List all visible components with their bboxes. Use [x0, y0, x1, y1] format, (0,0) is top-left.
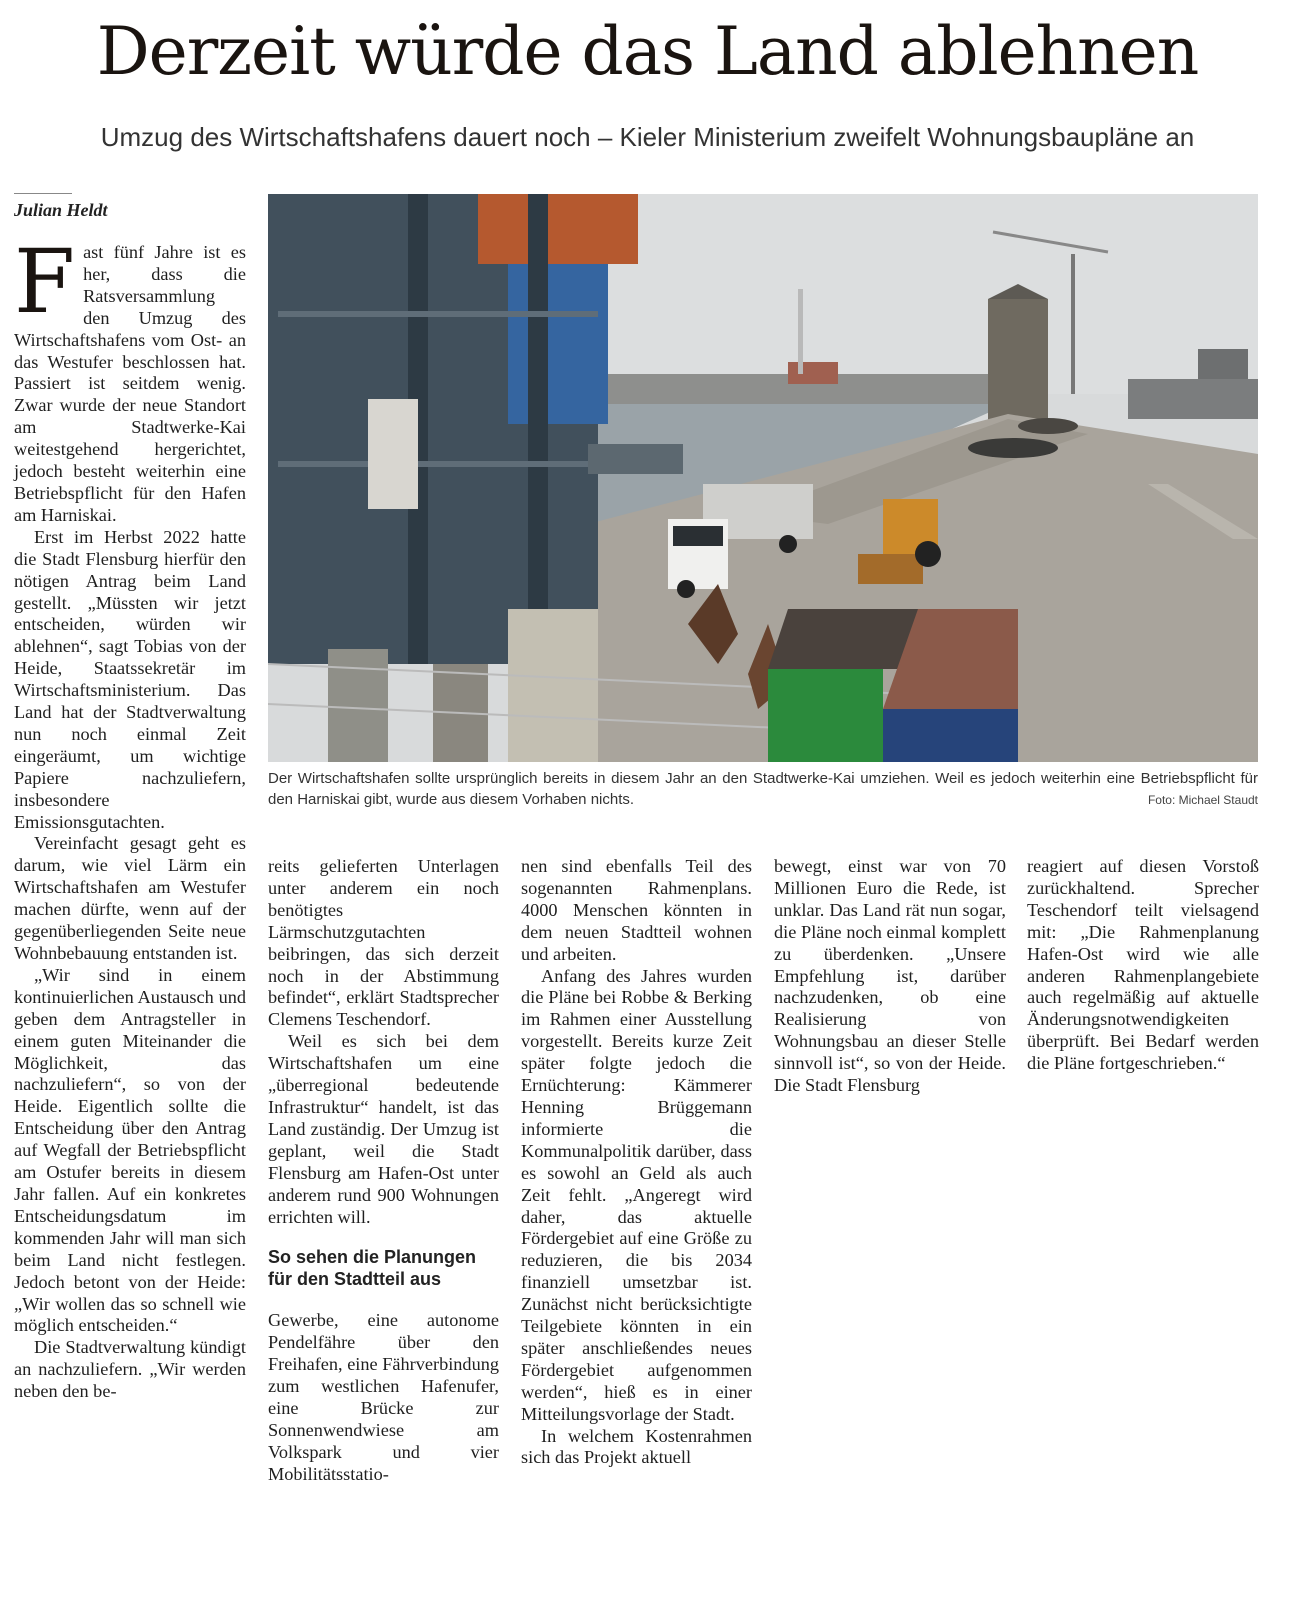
paragraph: nen sind ebenfalls Teil des sogenannten Rahmenplans. 4000 Menschen könnten in dem neuen Stadtteil wohnen und arbeiten. [521, 856, 752, 964]
paragraph: Vereinfacht gesagt geht es darum, wie viel Lärm ein Wirtschaftshafen am Westufer machen dürfte, wenn auf der gegenüberliegenden Seite neue Wohnbebauung entstanden ist. [14, 833, 246, 963]
paragraph: Die Stadtverwaltung kündigt an nachzuliefern. „Wir werden neben den be- [14, 1337, 246, 1402]
photo-caption: Der Wirtschaftshafen sollte ursprünglich bereits in diesem Jahr an den Stadtwerke-Kai umziehen. Weil es jedoch weiterhin eine Betriebspflicht für den Harniskai gibt, wurde aus diesem Vorhaben nichts. [268, 770, 1258, 808]
byline-rule [14, 193, 72, 194]
subline: Umzug des Wirtschaftshafens dauert noch – Kieler Ministerium zweifelt Wohnungsbaupläne an [100, 122, 1195, 152]
headline: Derzeit würde das Land ablehnen [96, 13, 1199, 90]
paragraph: Weil es sich bei dem Wirtschaftshafen um eine „überregional bedeutende Infrastruktur“ handelt, ist das Land zuständig. Der Umzug ist geplant, weil die Stadt Flensburg am Hafen-Ost unter anderem rund 900 Wohnungen errichten will. [268, 1031, 499, 1227]
article-column-5 [1027, 856, 1259, 1075]
article-column-4 [774, 856, 1006, 1097]
paragraph: Gewerbe, eine autonome Pendelfähre über den Freihafen, eine Fährverbindung zum westlichen Hafenufer, eine Brücke zur Sonnenwendwiese am Volkspark und vier Mobilitätsstatio- [268, 1310, 499, 1484]
paragraph: reits gelieferten Unterlagen unter anderem ein noch benötigtes Lärmschutzgutachten beibringen, das sich derzeit noch in der Abstimmung befindet“, erklärt Stadtsprecher Clemens Teschendorf. [268, 856, 499, 1030]
author-byline: Julian Heldt [14, 200, 108, 220]
section-subheading: So sehen die Planungen für den Stadtteil aus [268, 1247, 477, 1290]
article-column-1 [14, 230, 246, 1403]
dropcap: F [14, 230, 76, 333]
article-column-3 [521, 856, 752, 1469]
photo-credit: Foto: Michael Staudt [1147, 793, 1258, 807]
harbor-photo [268, 194, 1258, 762]
paragraph: In welchem Kostenrahmen sich das Projekt aktuell [521, 1425, 752, 1468]
paragraph: „Wir sind in einem kontinuierlichen Austausch und geben dem Antragsteller in einem guten Miteinander die Möglichkeit, das nachzuliefern“, so von der Heide. Eigentlich sollte die Entscheidung über den Antrag auf Wegfall der Betriebspflicht am Ostufer bereits in diesem Jahr fallen. Auf ein konkretes Entscheidungsdatum im kommenden Jahr will man sich beim Land nicht festlegen. Jedoch betont von der Heide: „Wir wollen das so schnell wie möglich entscheiden.“ [14, 964, 246, 1336]
paragraph: bewegt, einst war von 70 Millionen Euro die Rede, ist unklar. Das Land rät nun sogar, die Pläne noch einmal komplett zu überdenken. „Unsere Empfehlung ist, darüber nachzudenken, ob eine Realisierung von Wohnungsbau an dieser Stelle sinnvoll ist“, so von der Heide. Die Stadt Flensburg [774, 856, 1006, 1096]
paragraph: Anfang des Jahres wurden die Pläne bei Robbe & Berking im Rahmen einer Ausstellung vorgestellt. Bereits kurze Zeit später folgte jedoch die Ernüchterung: Kämmerer Henning Brüggemann informierte die Kommunalpolitik darüber, dass es sowohl an Geld als auch Zeit fehlt. „Angeregt wird daher, das aktuelle Fördergebiet auf eine Größe zu reduzieren, die bis 2034 finanziell umsetzbar ist. Zunächst nicht berücksichtigte Teilgebiete könnten in ein später anschließendes neues Fördergebiet aufgenommen werden“, hieß es in einer Mitteilungsvorlage der Stadt. [521, 965, 752, 1424]
lead-paragraph [14, 230, 246, 527]
paragraph: Erst im Herbst 2022 hatte die Stadt Flensburg hierfür den nötigen Antrag beim Land gestellt. „Müssten wir jetzt entscheiden, würden wir ablehnen“, sagt Tobias von der Heide, Staatssekretär im Wirtschaftsministerium. Das Land hat der Stadtverwaltung nun noch einmal Zeit eingeräumt, um wichtige Papiere nachzuliefern, insbesondere Emissionsgutachten. [14, 526, 246, 832]
paragraph: reagiert auf diesen Vorstoß zurückhaltend. Sprecher Teschendorf teilt vielsagend mit: „Die Rahmenplanung Hafen-Ost wird wie alle anderen Rahmenplangebiete auch regelmäßig auf aktuelle Änderungsnotwendigkeiten überprüft. Bei Bedarf werden die Pläne fortgeschrieben.“ [1027, 856, 1259, 1074]
article-column-2 [268, 856, 499, 1486]
lead-text: ast fünf Jahre ist es her, dass die Ratsversammlung den Umzug des Wirtschaftshafens vom Ost- an das Westufer beschlossen hat. Passiert ist seitdem wenig. Zwar wurde der neue Standort am Stadtwerke-Kai weitestgehend hergerichtet, jedoch besteht weiterhin eine Betriebspflicht für den Hafen am Harniskai. [14, 242, 246, 525]
